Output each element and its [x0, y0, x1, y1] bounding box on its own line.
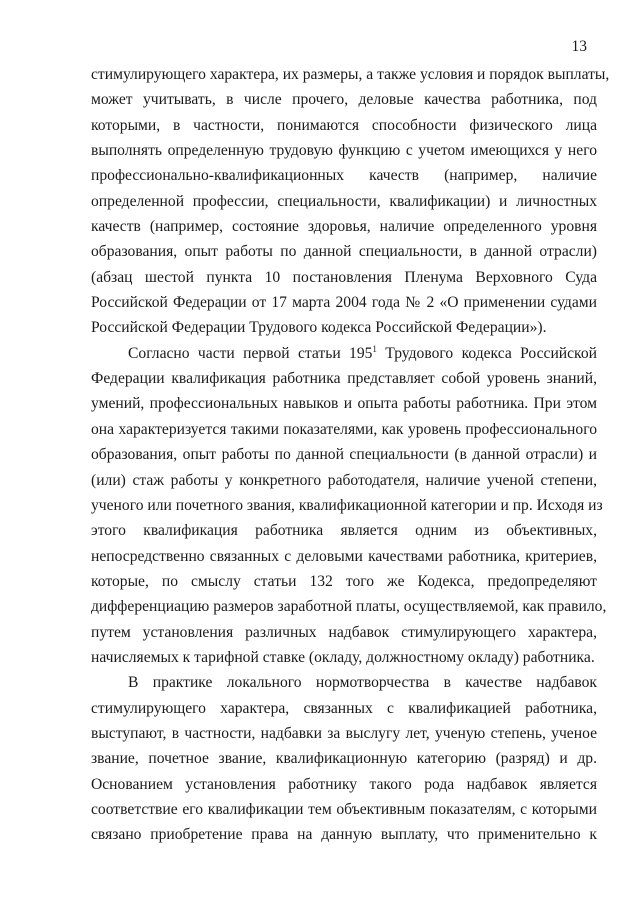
text-line: выполнять определенную трудовую функцию с учетом имеющихся у него — [91, 142, 597, 160]
text-run: Трудового кодекса Российской — [376, 344, 597, 362]
text-line: непосредственно связанных с деловыми качествами работника, критериев, — [91, 547, 597, 565]
text-line: она характеризуется такими показателями, как уровень профессионального — [91, 420, 597, 438]
paragraph-3 — [91, 670, 597, 847]
paragraph-1 — [91, 62, 610, 341]
text-line: стимулирующего характера, их размеры, а также условия и порядок выплаты, — [91, 66, 610, 83]
paragraph-2 — [91, 341, 607, 670]
text-line: путем установления различных надбавок стимулирующего характера, — [91, 623, 597, 641]
text-line: звание, почетное звание, квалификационную категорию (разряд) и др. — [91, 750, 597, 768]
text-line: ученого или почетного звания, квалификационной категории и пр. Исходя из — [91, 496, 603, 514]
text-line: Федерации квалификация работника представляет собой уровень знаний, — [91, 370, 597, 388]
text-run: Согласно части первой статьи 195 — [128, 344, 373, 362]
text-line: качеств (например, состояние здоровья, наличие определенного уровня — [91, 218, 597, 236]
text-line: В практике локального нормотворчества в качестве надбавок — [128, 674, 597, 692]
text-line: которые, по смыслу статьи 132 того же Кодекса, предопределяют — [91, 572, 597, 590]
text-line: которыми, в частности, понимаются способности физического лица — [91, 116, 597, 134]
text-line: связано приобретение права на данную выплату, что применительно к — [91, 826, 597, 844]
text-line: определенной профессии, специальности, квалификации) и личностных — [91, 192, 597, 210]
text-line: может учитывать, в числе прочего, деловые качества работника, под — [91, 91, 597, 109]
text-line: (абзац шестой пункта 10 постановления Пленума Верховного Суда — [91, 268, 597, 286]
text-line: умений, профессиональных навыков и опыта работы работника. При этом — [91, 395, 597, 413]
text-line: стимулирующего характера, связанных с квалификацией работника, — [91, 699, 597, 717]
text-line: образования, опыт работы по данной специальности (в данной отрасли) и — [91, 446, 597, 464]
page-number: 13 — [571, 38, 587, 55]
text-line: Российской Федерации от 17 марта 2004 года № 2 «О применении судами — [91, 294, 597, 312]
text-line: Российской Федерации Трудового кодекса Российской Федерации»). — [91, 319, 547, 337]
superscript: 1 — [372, 343, 377, 354]
text-line-first — [91, 341, 597, 366]
text-line: профессионально-квалификационных качеств (например, наличие — [91, 167, 597, 185]
text-line: выступают, в частности, надбавки за выслугу лет, ученую степень, ученое — [91, 724, 597, 742]
text-line: (или) стаж работы у конкретного работодателя, наличие ученой степени, — [91, 471, 597, 489]
text-line: дифференциацию размеров заработной платы, осуществляемой, как правило, — [91, 598, 607, 616]
document-body — [91, 62, 610, 848]
text-line: образования, опыт работы по данной специальности, в данной отрасли) — [91, 243, 597, 261]
text-line: соответствие его квалификации тем объективным показателям, с которыми — [91, 800, 597, 818]
text-line: начисляемых к тарифной ставке (окладу, должностному окладу) работника. — [91, 648, 595, 666]
text-line: этого квалификация работника является одним из объективных, — [91, 522, 597, 540]
text-line: Основанием установления работнику такого рода надбавок является — [91, 775, 597, 793]
